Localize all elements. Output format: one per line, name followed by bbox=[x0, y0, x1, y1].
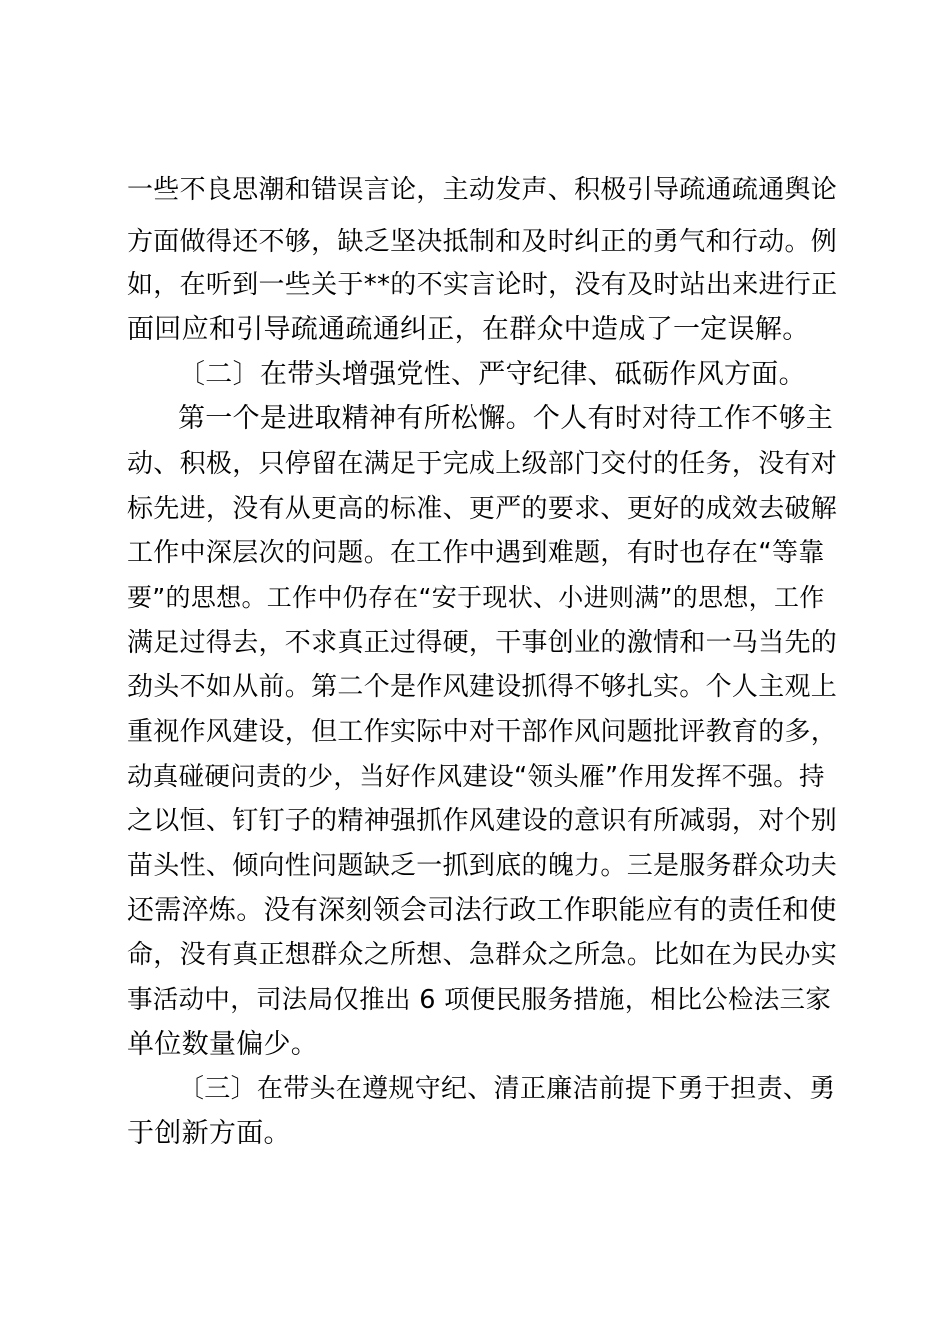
body-line: 标先进，没有从更高的标准、更严的要求、更好的成效去破解 bbox=[127, 494, 838, 524]
body-line: 面回应和引导疏通疏通纠正，在群众中造成了一定误解。 bbox=[127, 314, 810, 345]
body-line: 动、积极，只停留在满足于完成上级部门交付的任务，没有对 bbox=[127, 449, 838, 479]
body-line: 于创新方面。 bbox=[127, 1118, 291, 1149]
body-line: 方面做得还不够，缺乏坚决抵制和及时纠正的勇气和行动。例 bbox=[127, 227, 838, 257]
body-line: 重视作风建设，但工作实际中对干部作风问题批评教育的多， bbox=[127, 717, 838, 747]
body-line: 单位数量偏少。 bbox=[127, 1029, 319, 1060]
paragraph-first-line: 第一个是进取精神有所松懈。个人有时对待工作不够主 bbox=[178, 403, 834, 434]
body-line: 劲头不如从前。第二个是作风建设抓得不够扎实。个人主观上 bbox=[127, 672, 838, 702]
body-line: 命，没有真正想群众之所想、急群众之所急。比如在为民办实 bbox=[127, 940, 838, 970]
body-line: 苗头性、倾向性问题缺乏一抓到底的魄力。三是服务群众功夫 bbox=[127, 851, 838, 881]
section-heading-2: 〔二〕在带头增强党性、严守纪律、砥砺作风方面。 bbox=[178, 359, 806, 390]
body-line: 动真碰硬问责的少，当好作风建设“领头雁”作用发挥不强。持 bbox=[127, 762, 825, 792]
body-line: 要”的思想。工作中仍存在“安于现状、小进则满”的思想，工作 bbox=[127, 583, 825, 612]
body-line: 一些不良思潮和错误言论，主动发声、积极引导疏通疏通舆论 bbox=[127, 175, 838, 205]
section-heading-3: 〔三〕在带头在遵规守纪、清正廉洁前提下勇于担责、勇 bbox=[178, 1074, 836, 1104]
body-line: 还需淬炼。没有深刻领会司法行政工作职能应有的责任和使 bbox=[127, 895, 837, 926]
body-line: 工作中深层次的问题。在工作中遇到难题，有时也存在“等靠 bbox=[127, 538, 825, 568]
body-line: 如，在听到一些关于**的不实言论时，没有及时站出来进行正 bbox=[127, 270, 838, 300]
body-line: 之以恒、钉钉子的精神强抓作风建设的意识有所减弱，对个别 bbox=[127, 806, 838, 836]
body-line: 事活动中，司法局仅推出 6 项便民服务措施，相比公检法三家 bbox=[127, 985, 832, 1015]
body-line: 满足过得去，不求真正过得硬，干事创业的激情和一马当先的 bbox=[127, 628, 838, 658]
